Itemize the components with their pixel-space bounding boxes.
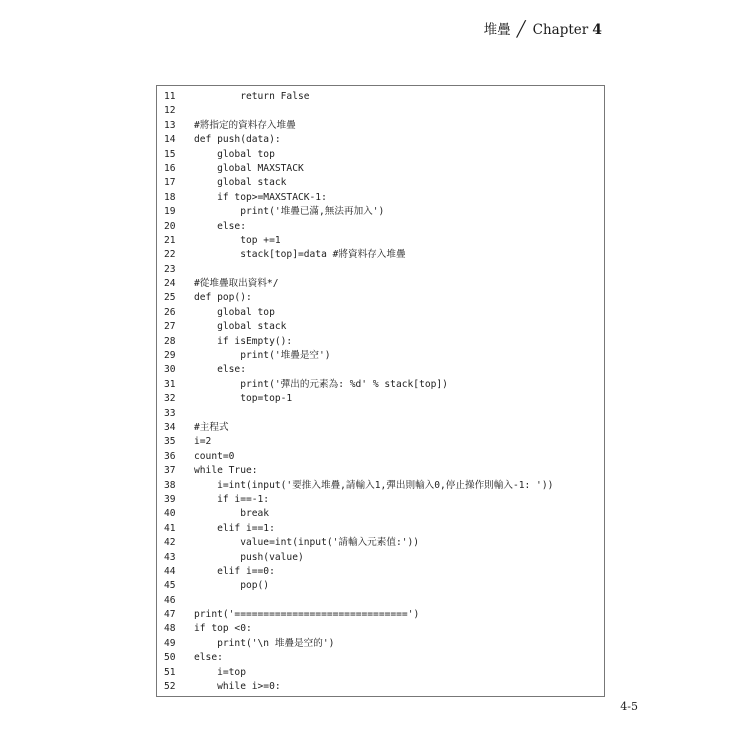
code-line xyxy=(157,133,604,147)
code-line xyxy=(157,248,604,262)
code-line xyxy=(157,176,604,190)
line-number: 47 xyxy=(164,609,176,621)
code-line xyxy=(157,306,604,320)
running-header xyxy=(484,18,602,38)
line-number: 36 xyxy=(164,450,176,462)
line-number: 23 xyxy=(164,263,176,275)
line-number: 18 xyxy=(164,191,176,203)
line-number: 13 xyxy=(164,119,176,131)
code-text: else: xyxy=(194,364,246,376)
code-line xyxy=(157,407,604,421)
code-line xyxy=(157,421,604,435)
code-text: print('\n 堆疊是空的') xyxy=(194,637,335,649)
code-line xyxy=(157,522,604,536)
code-line xyxy=(157,651,604,665)
line-number: 38 xyxy=(164,479,176,491)
line-number: 21 xyxy=(164,234,176,246)
code-text: top +=1 xyxy=(194,234,281,246)
line-number: 39 xyxy=(164,493,176,505)
code-line xyxy=(157,162,604,176)
code-text: pop() xyxy=(194,580,270,592)
header-chapter-label: Chapter xyxy=(532,22,589,38)
line-number: 22 xyxy=(164,249,176,261)
code-text: def push(data): xyxy=(194,134,281,146)
line-number: 42 xyxy=(164,537,176,549)
code-text: print('堆疊已滿,無法再加入') xyxy=(194,206,385,218)
header-separator: ╱ xyxy=(516,20,526,38)
code-line xyxy=(157,608,604,622)
line-number: 30 xyxy=(164,364,176,376)
code-text xyxy=(194,407,604,421)
header-title: 堆疊 xyxy=(483,22,511,38)
code-line xyxy=(157,277,604,291)
code-text: print('堆疊是空') xyxy=(194,350,331,362)
code-text: if top <0: xyxy=(194,623,252,635)
code-line xyxy=(157,191,604,205)
code-text xyxy=(194,263,604,277)
line-number: 27 xyxy=(164,321,176,333)
code-line xyxy=(157,493,604,507)
code-line xyxy=(157,579,604,593)
line-number: 43 xyxy=(164,551,176,563)
code-text: def pop(): xyxy=(194,292,252,304)
code-text: else: xyxy=(194,220,246,232)
code-line xyxy=(157,435,604,449)
code-text xyxy=(194,104,604,118)
code-line xyxy=(157,119,604,133)
code-line xyxy=(157,220,604,234)
code-text: global top xyxy=(194,306,275,318)
page-number: 4-5 xyxy=(620,700,638,713)
line-number: 35 xyxy=(164,436,176,448)
line-number: 52 xyxy=(164,681,176,693)
code-line xyxy=(157,666,604,680)
code-text: i=top xyxy=(194,666,246,678)
line-number: 49 xyxy=(164,637,176,649)
code-text: stack[top]=data #將資料存入堆疊 xyxy=(194,249,406,261)
code-text: break xyxy=(194,508,270,520)
line-number: 15 xyxy=(164,148,176,160)
code-text: i=2 xyxy=(194,436,212,448)
code-text: else: xyxy=(194,652,223,664)
code-text: global stack xyxy=(194,321,287,333)
line-number: 29 xyxy=(164,350,176,362)
code-line xyxy=(157,378,604,392)
code-line xyxy=(157,622,604,636)
code-line xyxy=(157,594,604,608)
code-text: print('彈出的元素為: %d' % stack[top]) xyxy=(194,378,448,390)
line-number: 33 xyxy=(164,407,176,419)
line-number: 26 xyxy=(164,306,176,318)
code-text: #將指定的資料存入堆疊 xyxy=(194,119,296,131)
code-text xyxy=(194,594,604,608)
code-line xyxy=(157,363,604,377)
code-line xyxy=(157,551,604,565)
code-text: elif i==1: xyxy=(194,522,275,534)
code-line xyxy=(157,392,604,406)
code-line xyxy=(157,450,604,464)
code-listing xyxy=(156,85,605,697)
line-number: 20 xyxy=(164,220,176,232)
code-line xyxy=(157,104,604,118)
code-line xyxy=(157,335,604,349)
code-text: push(value) xyxy=(194,551,304,563)
code-text: count=0 xyxy=(194,450,235,462)
line-number: 25 xyxy=(164,292,176,304)
line-number: 28 xyxy=(164,335,176,347)
code-text: i=int(input('要推入堆疊,請輸入1,彈出則輸入0,停止操作則輸入-1: ')) xyxy=(194,479,554,491)
code-line xyxy=(157,320,604,334)
code-text: top=top-1 xyxy=(194,393,293,405)
code-line xyxy=(157,507,604,521)
code-line xyxy=(157,464,604,478)
code-line xyxy=(157,565,604,579)
code-text: global stack xyxy=(194,177,287,189)
line-number: 17 xyxy=(164,177,176,189)
code-line xyxy=(157,148,604,162)
line-number: 41 xyxy=(164,522,176,534)
line-number: 14 xyxy=(164,134,176,146)
code-text: elif i==0: xyxy=(194,565,275,577)
line-number: 34 xyxy=(164,421,176,433)
code-line xyxy=(157,205,604,219)
code-text: if isEmpty(): xyxy=(194,335,293,347)
line-number: 37 xyxy=(164,465,176,477)
code-text: global top xyxy=(194,148,275,160)
code-text: print('==============================') xyxy=(194,609,420,621)
line-number: 46 xyxy=(164,594,176,606)
code-line xyxy=(157,479,604,493)
line-number: 32 xyxy=(164,393,176,405)
code-text: value=int(input('請輸入元素值:')) xyxy=(194,537,420,549)
code-text: if i==-1: xyxy=(194,493,270,505)
code-line xyxy=(157,291,604,305)
code-text: if top>=MAXSTACK-1: xyxy=(194,191,327,203)
line-number: 16 xyxy=(164,162,176,174)
code-line xyxy=(157,349,604,363)
line-number: 11 xyxy=(164,91,176,102)
code-text: return False xyxy=(194,91,310,102)
code-line xyxy=(157,680,604,694)
code-text: while True: xyxy=(194,465,258,477)
code-text: #主程式 xyxy=(194,421,229,433)
line-number: 24 xyxy=(164,278,176,290)
line-number: 45 xyxy=(164,580,176,592)
code-line xyxy=(157,263,604,277)
code-line xyxy=(157,536,604,550)
line-number: 40 xyxy=(164,508,176,520)
line-number: 44 xyxy=(164,565,176,577)
line-number: 51 xyxy=(164,666,176,678)
code-text: while i>=0: xyxy=(194,681,281,693)
code-line xyxy=(157,637,604,651)
line-number: 48 xyxy=(164,623,176,635)
line-number: 31 xyxy=(164,378,176,390)
code-text: #從堆疊取出資料*/ xyxy=(194,278,279,290)
line-number: 19 xyxy=(164,206,176,218)
code-line xyxy=(157,90,604,104)
code-text: global MAXSTACK xyxy=(194,162,304,174)
line-number: 50 xyxy=(164,652,176,664)
line-number: 12 xyxy=(164,105,176,117)
code-line xyxy=(157,234,604,248)
header-chapter-number: 4 xyxy=(592,22,602,38)
